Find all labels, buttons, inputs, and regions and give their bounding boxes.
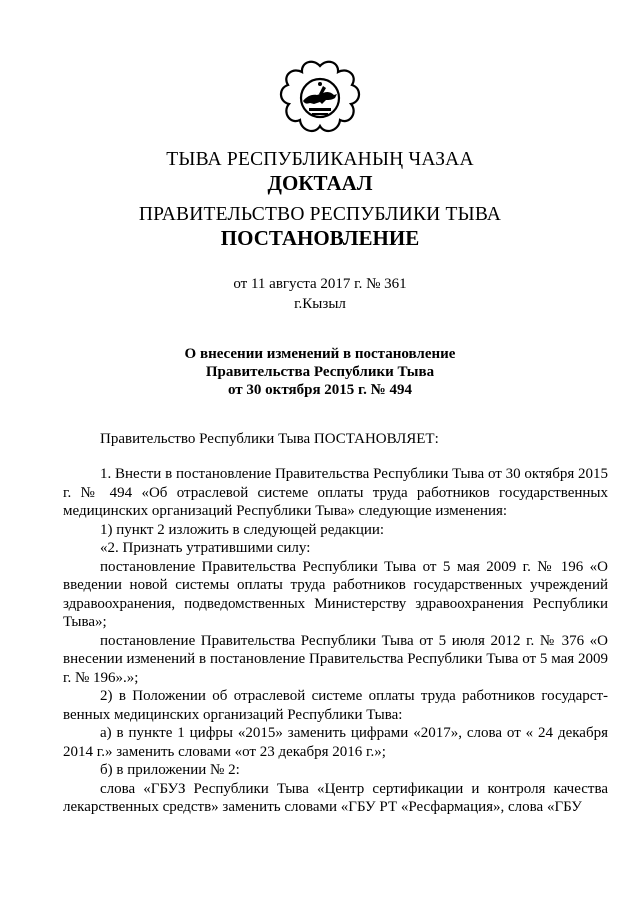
title-line-2: Правительства Республики Тыва	[205, 364, 435, 380]
paragraph: а) в пункте 1 цифры «2015» заменить цифрами «2017», слова от « 24 декабря 2014 г.» заменить словами «от 23 декабря 2016 г.»;	[63, 725, 608, 760]
title-line-3: от 30 октября 2015 г. № 494	[228, 382, 412, 398]
header-russian-government: ПРАВИТЕЛЬСТВО РЕСПУБЛИКИ ТЫВА	[138, 204, 502, 225]
paragraph: б) в приложении № 2:	[100, 762, 240, 778]
decree-statement	[63, 430, 608, 449]
document-body	[63, 459, 608, 817]
paragraph: «2. Признать утратившими силу:	[100, 540, 311, 556]
title-line-1: О внесении изменений в постановление	[184, 346, 456, 362]
document-place: г.Кызыл	[294, 296, 346, 312]
header-tyva-doc-type: ДОКТААЛ	[267, 171, 373, 195]
document-date-number: от 11 августа 2017 г. № 361	[233, 276, 407, 292]
header-tyva-government: ТЫВА РЕСПУБЛИКАНЫҢ ЧАЗАА	[166, 149, 474, 170]
tyva-coat-of-arms-icon	[279, 58, 361, 140]
paragraph: слова «ГБУЗ Республики Тыва «Центр сертификации и контроля качества лекарственных средств» заменить словами «ГБУ РТ «Ресфармация», слова «ГБУ	[63, 780, 608, 815]
paragraph: 2) в Положении об отраслевой системе оплаты труда работников государст-венных медицинских организаций Республики Тыва:	[63, 688, 608, 723]
paragraph: постановление Правительства Республики Тыва от 5 июля 2012 г. № 376 «О внесении изменений в постановление Правительства Республики Тыва от 5 мая 2009 г. № 196».»;	[63, 632, 608, 686]
decree-text: Правительство Республики Тыва ПОСТАНОВЛЯЕТ:	[100, 431, 439, 447]
document-title	[0, 345, 640, 399]
paragraph: постановление Правительства Республики Тыва от 5 мая 2009 г. № 196 «О введении новой системы оплаты труда работников государственных учреждений здравоохранения, подведомственных Министерству здравоохранения Республики Тыва»;	[63, 558, 608, 630]
paragraph: 1. Внести в постановление Правительства Республики Тыва от 30 октября 2015 г. № 494 «Об отраслевой системе оплаты труда работников государственных медицинских организаций Республики Тыва» следующие изменения:	[63, 466, 608, 519]
header-russian-doc-type: ПОСТАНОВЛЕНИЕ	[220, 226, 420, 250]
paragraph: 1) пункт 2 изложить в следующей редакции:	[100, 521, 385, 538]
